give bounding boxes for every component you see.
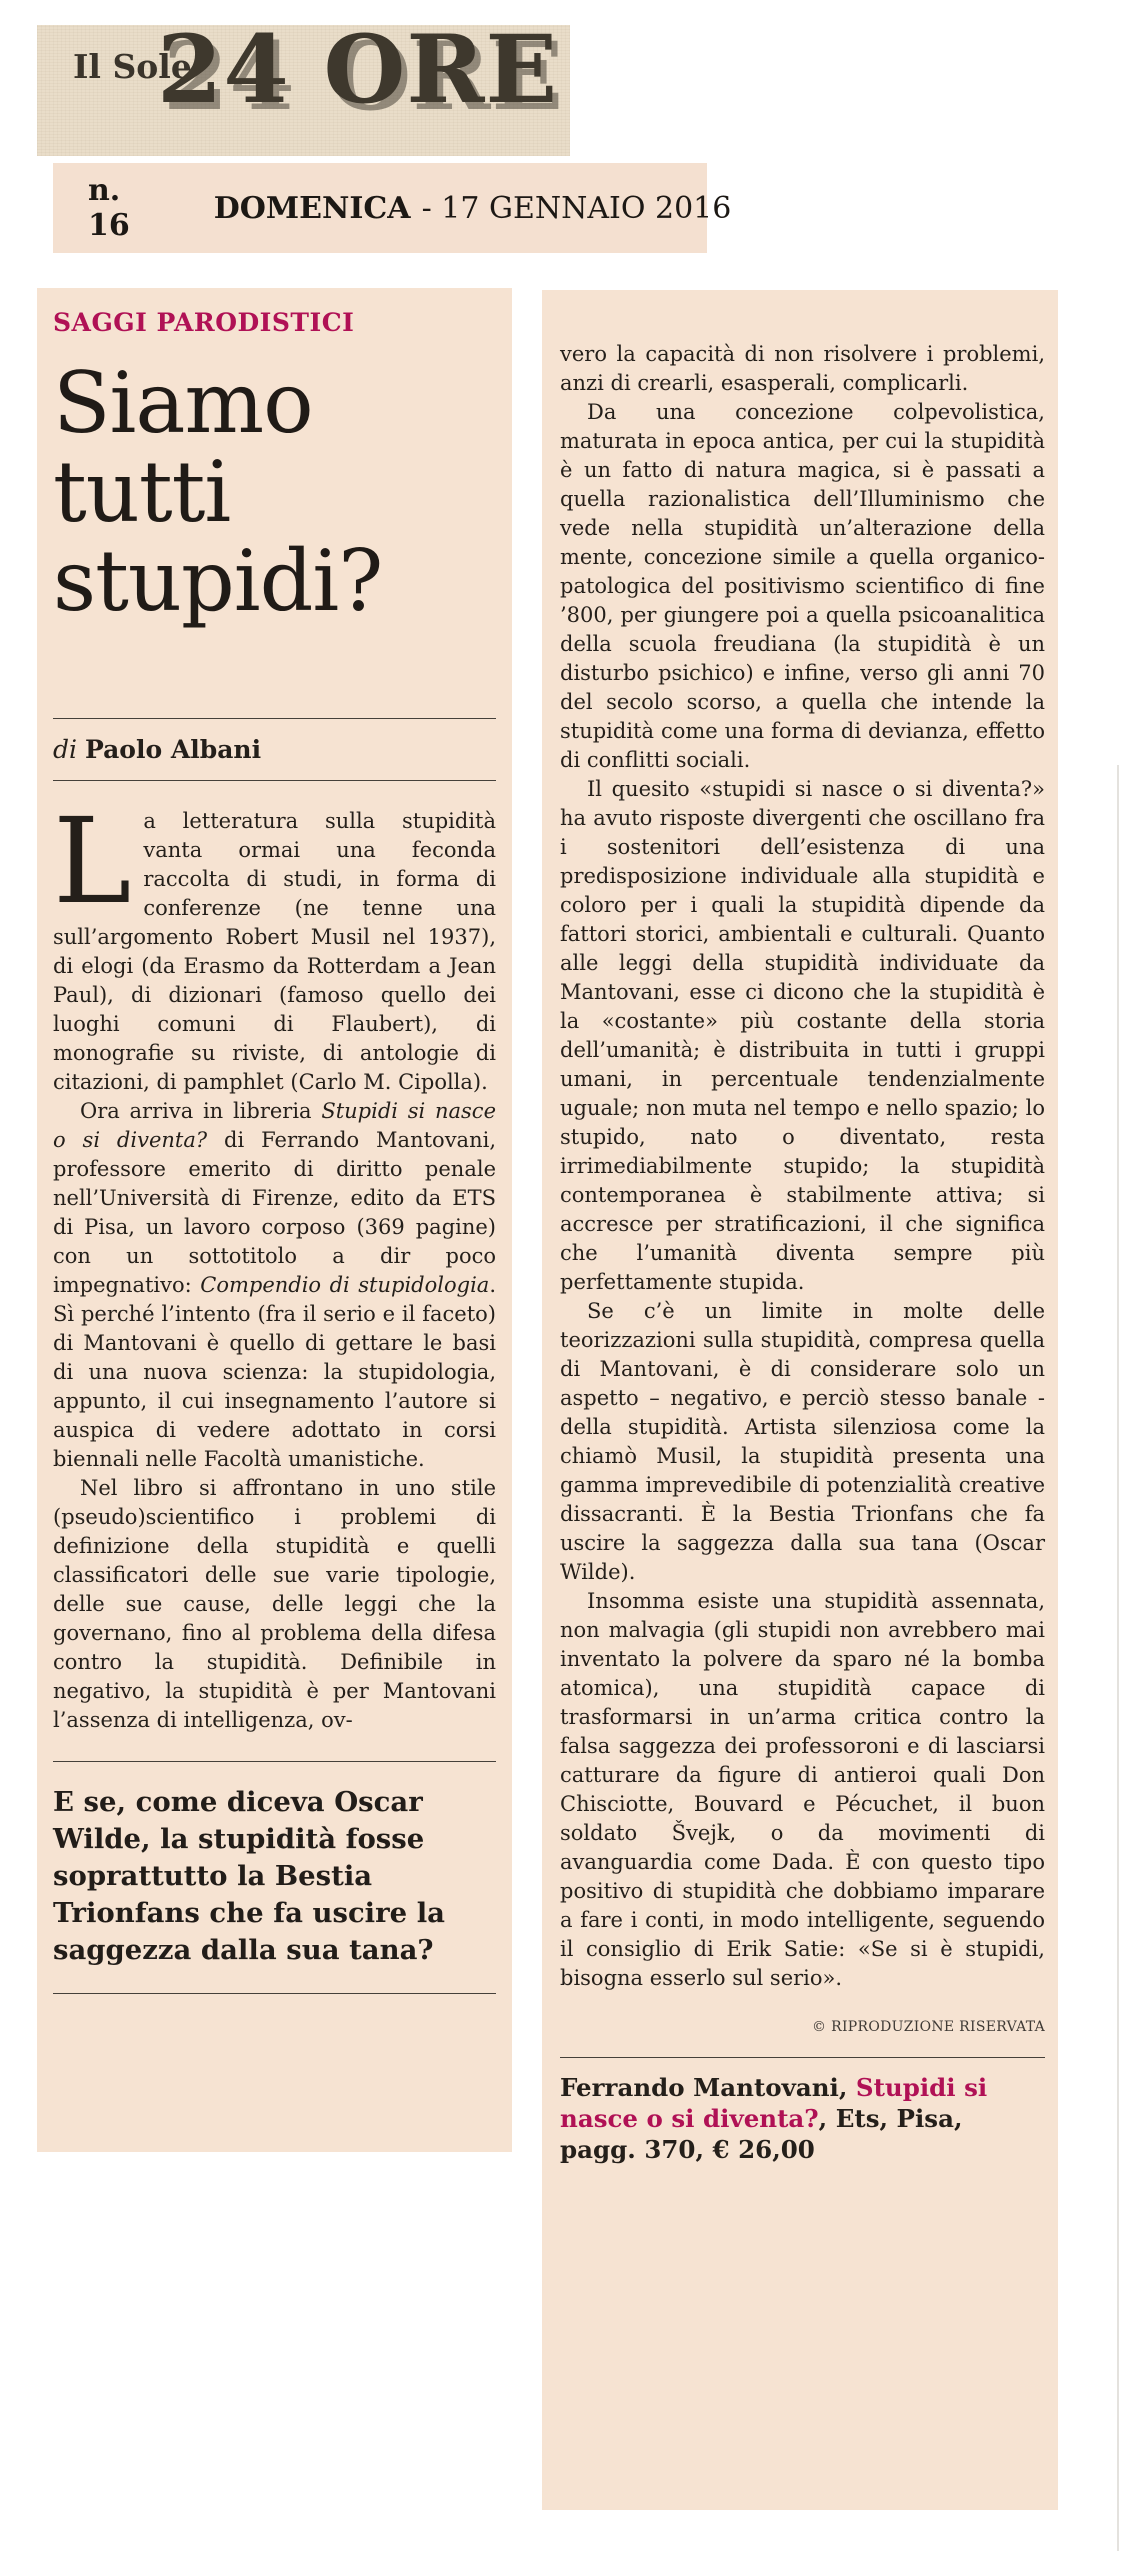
- pull-quote: E se, come diceva Oscar Wilde, la stupidità fosse soprattutto la Bestia Trionfans che fa uscire la saggezza dalla sua tana?: [53, 1786, 445, 1967]
- article-paragraph: vero la capacità di non risolvere i problemi, anzi di crearli, esasperali, complicarli.: [560, 342, 1045, 395]
- dateline-day: DOMENICA: [213, 190, 411, 226]
- drop-cap: L: [53, 792, 132, 931]
- article-paragraph: Ora arriva in libreria Stupidi si nasce o si diventa? di Ferrando Mantovani, professore emerito di diritto penale nell’Università di Firenze, edito da ETS di Pisa, un lavoro corposo (369 pagine) con un sottotitolo a dir poco impegnativo: Compendio di stupidologia. Sì perché l’intento (fra il serio e il faceto) di Mantovani è quello di gettare le basi di una nuova scienza: la stupidologia, appunto, il cui insegnamento l’autore si auspica di vedere adottato in corsi biennali nelle Facoltà umanistiche.: [53, 1099, 496, 1472]
- copyright-notice: © RIPRODUZIONE RISERVATA: [812, 2019, 1045, 2035]
- divider: [53, 1993, 496, 1994]
- article-paragraph: Da una concezione colpevolistica, maturata in epoca antica, per cui la stupidità è un fatto di natura magica, si è passati a quella razionalistica dell’Illuminismo che vede nella stupidità un’alterazione della mente, concezione simile a quella organico-patologica del positivismo scientifico di fine ’800, per giungere poi a quella psicoanalitica della scuola freudiana (la stupidità è un disturbo psichico) e infine, verso gli anni 70 del secolo scorso, a quella che intende la stupidità come una forma di devianza, effetto di conflitti sociali.: [560, 400, 1045, 772]
- section-kicker: SAGGI PARODISTICI: [53, 308, 355, 337]
- issue-number: n. 16: [88, 173, 130, 243]
- masthead-pretitle: Il Sole: [73, 47, 192, 86]
- divider: [560, 2057, 1045, 2058]
- dateline-date: - 17 GENNAIO 2016: [421, 190, 732, 226]
- dateline-bar: [53, 163, 732, 253]
- article-paragraph: Insomma esiste una stupidità assennata, non malvagia (gli stupidi non avrebbero mai inventato la polvere da sparo né la bomba atomica), una stupidità capace di trasformarsi in un’arma critica contro la falsa saggezza dei professoroni e di lasciarsi catturare da figure di antieroi quali Don Chisciotte, Bouvard e Pécuchet, il buon soldato Švejk, o da movimenti di avanguardia come Dada. È con questo tipo positivo di stupidità che dobbiamo imparare a fare i conti, in modo intelligente, seguendo il consiglio di Erik Satie: «Se si è stupidi, bisogna esserlo sul serio».: [560, 1589, 1045, 1990]
- article-paragraph: La letteratura sulla stupidità vanta ormai una feconda raccolta di studi, in forma di conferenze (ne tenne una sull’argomento Robert Musil nel 1937), di elogi (da Erasmo da Rotterdam a Jean Paul), di dizionari (famoso quello dei luoghi comuni di Flaubert), di monografie su riviste, di antologie di citazioni, di pamphlet (Carlo M. Cipolla).: [53, 792, 496, 1095]
- masthead-logo: 24 ORE: [157, 25, 559, 125]
- divider: [53, 1761, 496, 1762]
- article-body-left: [53, 792, 496, 1735]
- divider: [53, 718, 496, 719]
- article-column-left: [37, 288, 512, 2152]
- byline: [53, 735, 496, 764]
- masthead: [37, 25, 570, 156]
- article-paragraph: Il quesito «stupidi si nasce o si diventa?» ha avuto risposte divergenti che oscillano fra i sostenitori dell’esistenza di una predisposizione individuale alla stupidità e coloro per i quali la stupidità dipende da fattori storici, ambientali e culturali. Quanto alle leggi della stupidità individuate da Mantovani, esse ci dicono che la stupidità è la «costante» più costante della storia dell’umanità; è distribuita in tutti i gruppi umani, in percentuale tendenzialmente uguale; non muta nel tempo e nello spazio; lo stupido, nato o diventato, resta irrimediabilmente stupido; la stupidità contemporanea è stabilmente attiva; si accresce per stratificazioni, il che significa che l’umanità diventa sempre più perfettamente stupida.: [560, 777, 1045, 1294]
- article-column-right: [542, 290, 1058, 2510]
- scan-artifact-line: [1117, 765, 1119, 2551]
- article-title: Siamo tutti stupidi?: [53, 354, 383, 631]
- divider: [53, 780, 496, 781]
- article-paragraph: Se c’è un limite in molte delle teorizzazioni sulla stupidità, compresa quella di Mantovani, è di considerare solo un aspetto – negativo, e perciò stesso banale - della stupidità. Artista silenziosa come la chiamò Musil, la stupidità presenta una gamma imprevedibile di potenzialità creative dissacranti. È la Bestia Trionfans che fa uscire la saggezza dalla sua tana (Oscar Wilde).: [560, 1299, 1045, 1584]
- book-reference: Ferrando Mantovani, Stupidi si nasce o si diventa?, Ets, Pisa, pagg. 370, € 26,00: [560, 2073, 988, 2164]
- byline-author: Paolo Albani: [84, 735, 262, 765]
- article-paragraph: Nel libro si affrontano in uno stile (pseudo)scientifico i problemi di definizione della stupidità e quelli classificatori delle sue varie tipologie, delle sue cause, delle leggi che la governano, fino al problema della difesa contro la stupidità. Definibile in negativo, la stupidità è per Mantovani l’assenza di intelligenza, ov-: [53, 1476, 496, 1733]
- byline-prefix: di: [53, 735, 77, 765]
- article-body-right: [560, 340, 1045, 1993]
